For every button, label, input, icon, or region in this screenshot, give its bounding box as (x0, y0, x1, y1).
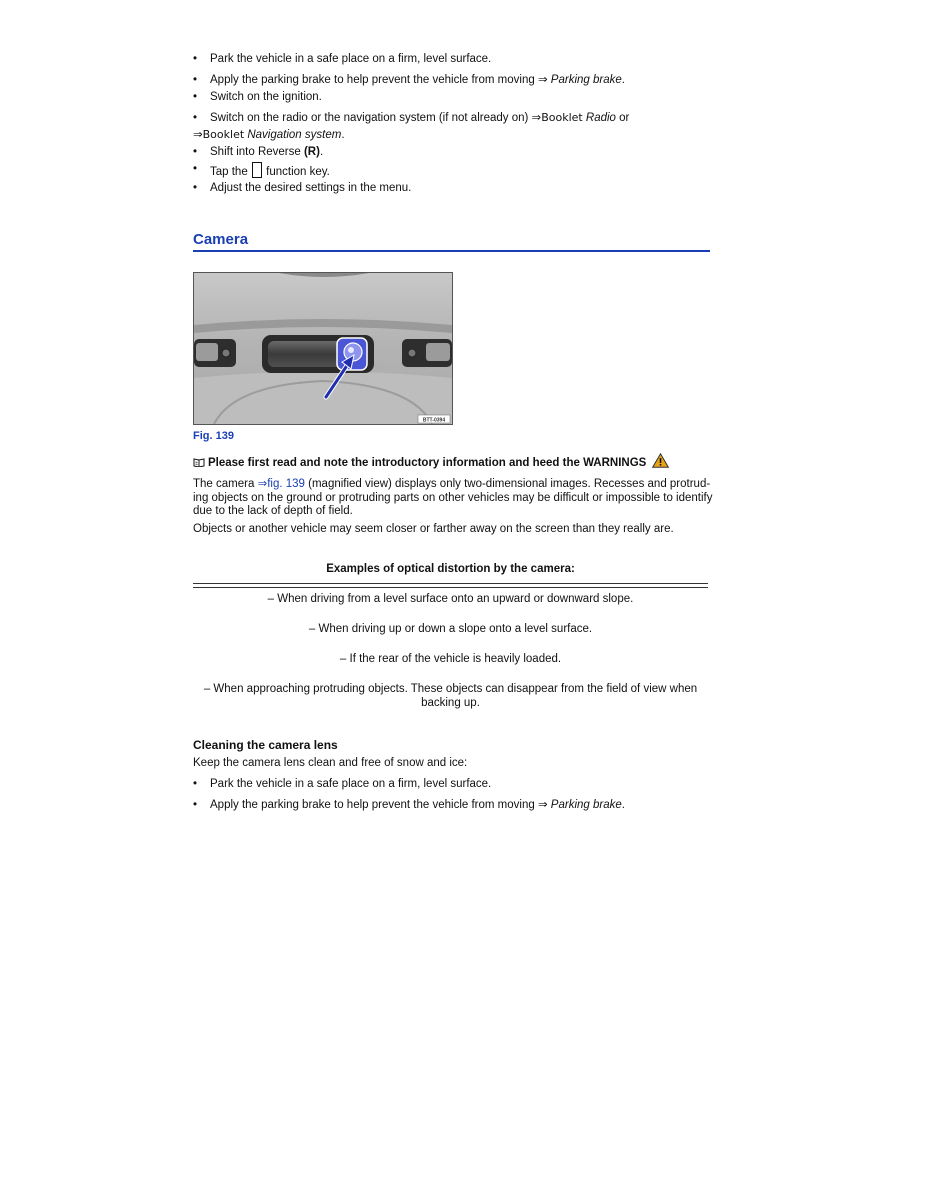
parking-brake-ref: Parking brake (550, 74, 622, 86)
booklet-label: Booklet (541, 111, 583, 124)
bullet: • (193, 163, 198, 175)
list-item-text: Switch on the ignition. (210, 91, 322, 103)
list-item-text: Adjust the desired settings in the menu. (210, 182, 412, 194)
figure-code: BTT-0394 (422, 417, 446, 424)
camera-illustration (194, 273, 452, 424)
left-license-light (194, 339, 236, 367)
list-item-continuation: ⇒Booklet Navigation system. (193, 128, 345, 141)
list-item-text: Park the vehicle in a safe place on a firm, level surface. (210, 778, 492, 790)
note-text: Please first read and note the introductory information and heed the WARNINGS (208, 457, 647, 469)
list-item-text: Shift into Reverse (210, 146, 304, 158)
bullet: • (193, 74, 198, 86)
arrow: ⇒ (257, 478, 268, 490)
figure-caption: Fig. 139 (193, 430, 234, 442)
parking-brake-ref: Parking brake (550, 799, 622, 811)
list-item-text: Apply the parking brake to help prevent the vehicle from moving (210, 74, 535, 86)
fig-139-link[interactable]: fig. 139 (267, 478, 305, 490)
section-title: Camera (193, 231, 249, 248)
table-title: Examples of optical distortion by the camera: (326, 563, 575, 575)
cleaning-title: Cleaning the camera lens (193, 738, 338, 752)
arrow: ⇒ (537, 799, 548, 811)
bullet: • (193, 112, 198, 124)
camera-figure (193, 272, 453, 425)
bullet: • (193, 146, 198, 158)
arrow: ⇒ (193, 129, 203, 141)
list-item-text: Switch on the radio or the navigation system (if not already on) (210, 112, 529, 124)
function-key-icon (252, 162, 262, 178)
list-item-text: Tap the (210, 166, 248, 178)
table-row: – When driving from a level surface onto an upward or downward slope. (267, 593, 634, 605)
bullet: • (193, 91, 198, 103)
right-license-light (402, 339, 452, 367)
navigation-ref: Navigation system (247, 129, 342, 141)
table-row: – When approaching protruding objects. These objects can disappear from the field of view when backing up. (203, 683, 698, 709)
warning-icon (652, 453, 669, 471)
section-heading (193, 230, 710, 252)
bullet: • (193, 778, 198, 790)
warning-note (193, 453, 669, 471)
table-row: – When driving up or down a slope onto a level surface. (308, 623, 593, 635)
cleaning-intro: Keep the camera lens clean and free of snow and ice: (193, 757, 468, 769)
arrow: ⇒ (537, 74, 548, 86)
bullet: • (193, 182, 198, 194)
table-rule (193, 583, 708, 588)
list-item-text: Apply the parking brake to help prevent the vehicle from moving (210, 799, 535, 811)
reverse-gear: (R) (303, 146, 320, 158)
radio-ref: Radio (585, 112, 616, 124)
book-icon (193, 457, 205, 470)
bullet: • (193, 53, 198, 65)
distance-paragraph: Objects or another vehicle may seem closer or farther away on the screen than they really are. (193, 523, 674, 535)
list-item-text: Park the vehicle in a safe place on a firm, level surface. (210, 53, 492, 65)
arrow: ⇒ (531, 112, 542, 124)
bullet: • (193, 799, 198, 811)
booklet-label: Booklet (202, 128, 245, 141)
camera-paragraph: The camera ⇒fig. 139 (magnified view) displays only two-dimensional images. Recesses and protrud- ing objects on the ground or protruding parts on other vehicles may be difficult or impossible to identify due to the lack of depth of field. (193, 478, 713, 517)
table-row: – If the rear of the vehicle is heavily loaded. (339, 653, 562, 665)
